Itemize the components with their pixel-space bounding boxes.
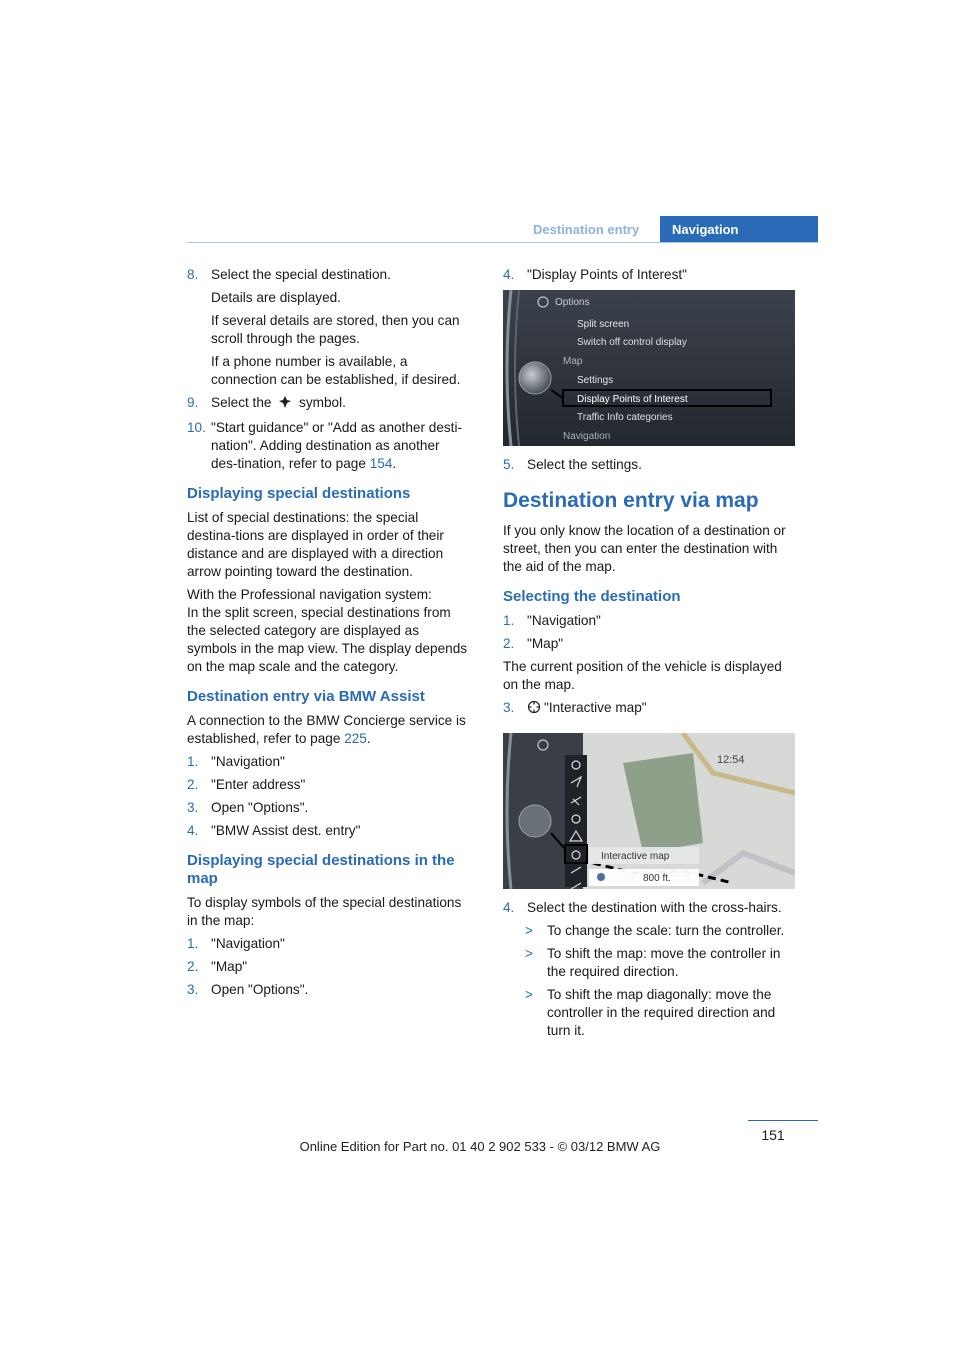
left-column [187, 266, 469, 1004]
step-number: 4. [187, 823, 199, 838]
step-text: Select the settings. [527, 457, 642, 472]
step-number: 3. [187, 800, 199, 815]
page-link[interactable]: 154 [369, 456, 393, 471]
footer-edition: Online Edition for Part no. 01 40 2 902 533 - © 03/12 BMW AG [299, 1139, 661, 1154]
step-text: "Enter address" [211, 777, 306, 792]
map-step [187, 981, 469, 999]
step-number: 2. [503, 636, 515, 651]
step-text: Select the special destination. [211, 267, 391, 282]
step-text-end: symbol. [299, 395, 346, 410]
bullet-item [503, 945, 798, 981]
select-step [503, 635, 798, 653]
step-8-detail-2: If several details are stored, then you can scroll through the pages. [211, 313, 460, 346]
step-number: 8. [187, 267, 199, 282]
interactive-map-screenshot [503, 733, 795, 889]
map-step [187, 958, 469, 976]
step-text: Select the [211, 395, 272, 410]
options-item: Traffic Info categories [577, 412, 673, 423]
heading-bmw-assist: Destination entry via BMW Assist [187, 688, 425, 705]
step-number: 1. [187, 754, 199, 769]
step-text: "Start guidance" or "Add as another desti-nation". Adding destination as another des-tination, refer to page [211, 420, 462, 471]
paragraph-professional-2: In the split screen, special destinations from the selected category are displayed as symbols in the map view. The display depends on the map scale and the category. [187, 605, 468, 674]
bullet-marker: > [525, 946, 533, 961]
step-10 [187, 419, 469, 473]
bullet-text: To shift the map: move the controller in the required direction. [547, 946, 781, 979]
options-screenshot [503, 290, 795, 446]
step-number: 2. [187, 777, 199, 792]
paragraph-in-map: To display symbols of the special destinations in the map: [187, 895, 462, 928]
punctuation: . [392, 456, 397, 471]
assist-step [187, 822, 469, 840]
map-scale: 800 ft. [643, 873, 671, 884]
step-text: "Navigation" [211, 936, 285, 951]
heading-special-destinations-in-map: Displaying special destinations in the map [187, 852, 455, 887]
options-item: Settings [577, 375, 614, 386]
step-text: Open "Options". [211, 800, 309, 815]
step-number: 9. [187, 395, 199, 410]
step-text: "Interactive map" [544, 700, 647, 715]
bullet-text: To shift the map diagonally: move the controller in the required direction and turn it. [547, 987, 776, 1038]
map-clock: 12:54 [717, 754, 745, 766]
bullet-item [503, 986, 798, 1040]
page-number: 151 [761, 1127, 785, 1143]
assist-step [187, 799, 469, 817]
heading-displaying-special-destinations: Displaying special destinations [187, 485, 411, 502]
step-text: "Display Points of Interest" [527, 267, 688, 282]
assist-step [187, 776, 469, 794]
step-4 [503, 266, 798, 284]
step-3 [503, 699, 798, 719]
options-item: Navigation [563, 431, 611, 442]
step-8 [187, 266, 469, 284]
step-number: 1. [503, 613, 515, 628]
step-text: "Navigation" [527, 613, 601, 628]
step-4-select [503, 899, 798, 917]
page-number-rule [748, 1120, 818, 1121]
assist-text: A connection to the BMW Concierge service is established, refer to page [187, 713, 466, 746]
step-text: "BMW Assist dest. entry" [211, 823, 361, 838]
step-number: 2. [187, 959, 199, 974]
heading-selecting-destination: Selecting the destination [503, 588, 681, 605]
step-number: 4. [503, 900, 515, 915]
header-rule [187, 242, 818, 243]
page-link[interactable]: 225 [344, 731, 367, 746]
select-step [503, 612, 798, 630]
step-number: 1. [187, 936, 199, 951]
paragraph-professional-1: With the Professional navigation system: [187, 587, 432, 602]
paragraph-assist [187, 712, 469, 748]
destination-flag-icon [278, 395, 292, 414]
step-text: "Navigation" [211, 754, 285, 769]
step-number: 10. [187, 420, 206, 435]
crosshair-icon [527, 700, 541, 719]
step-8-detail-1: Details are displayed. [211, 290, 341, 305]
step-text: "Map" [527, 636, 564, 651]
paragraph-list: List of special destinations: the special destina-tions are displayed in order of their distance and are displayed with a direction arrow pointing toward the destination. [187, 510, 444, 579]
header-chapter-tab: Navigation [660, 216, 818, 243]
options-item: Switch off control display [577, 337, 687, 348]
paragraph-via-map: If you only know the location of a destination or street, then you can enter the destination with the aid of the map. [503, 523, 786, 574]
step-8-detail-3: If a phone number is available, a connection can be established, if desired. [211, 354, 461, 387]
options-item: Split screen [577, 319, 630, 330]
step-text: Open "Options". [211, 982, 309, 997]
step-number: 3. [187, 982, 199, 997]
bullet-text: To change the scale: turn the controller. [547, 923, 785, 938]
bullet-item [503, 922, 798, 940]
step-number: 3. [503, 700, 515, 715]
right-column [503, 266, 798, 1045]
bullet-marker: > [525, 923, 533, 938]
step-number: 4. [503, 267, 515, 282]
options-item: Map [563, 356, 583, 367]
paragraph-current-position: The current position of the vehicle is displayed on the map. [503, 659, 782, 692]
step-text: "Map" [211, 959, 248, 974]
options-item-selected: Display Points of Interest [577, 394, 688, 405]
heading-destination-entry-via-map: Destination entry via map [503, 489, 759, 512]
options-title: Options [555, 297, 590, 308]
header-section-label: Destination entry [533, 222, 640, 237]
map-mode-label: Interactive map [601, 851, 670, 862]
bullet-marker: > [525, 987, 533, 1002]
step-5 [503, 456, 798, 474]
step-9 [187, 394, 469, 414]
punctuation: . [366, 731, 371, 746]
map-step [187, 935, 469, 953]
step-number: 5. [503, 457, 515, 472]
step-text: Select the destination with the cross-hairs. [527, 900, 782, 915]
assist-step [187, 753, 469, 771]
